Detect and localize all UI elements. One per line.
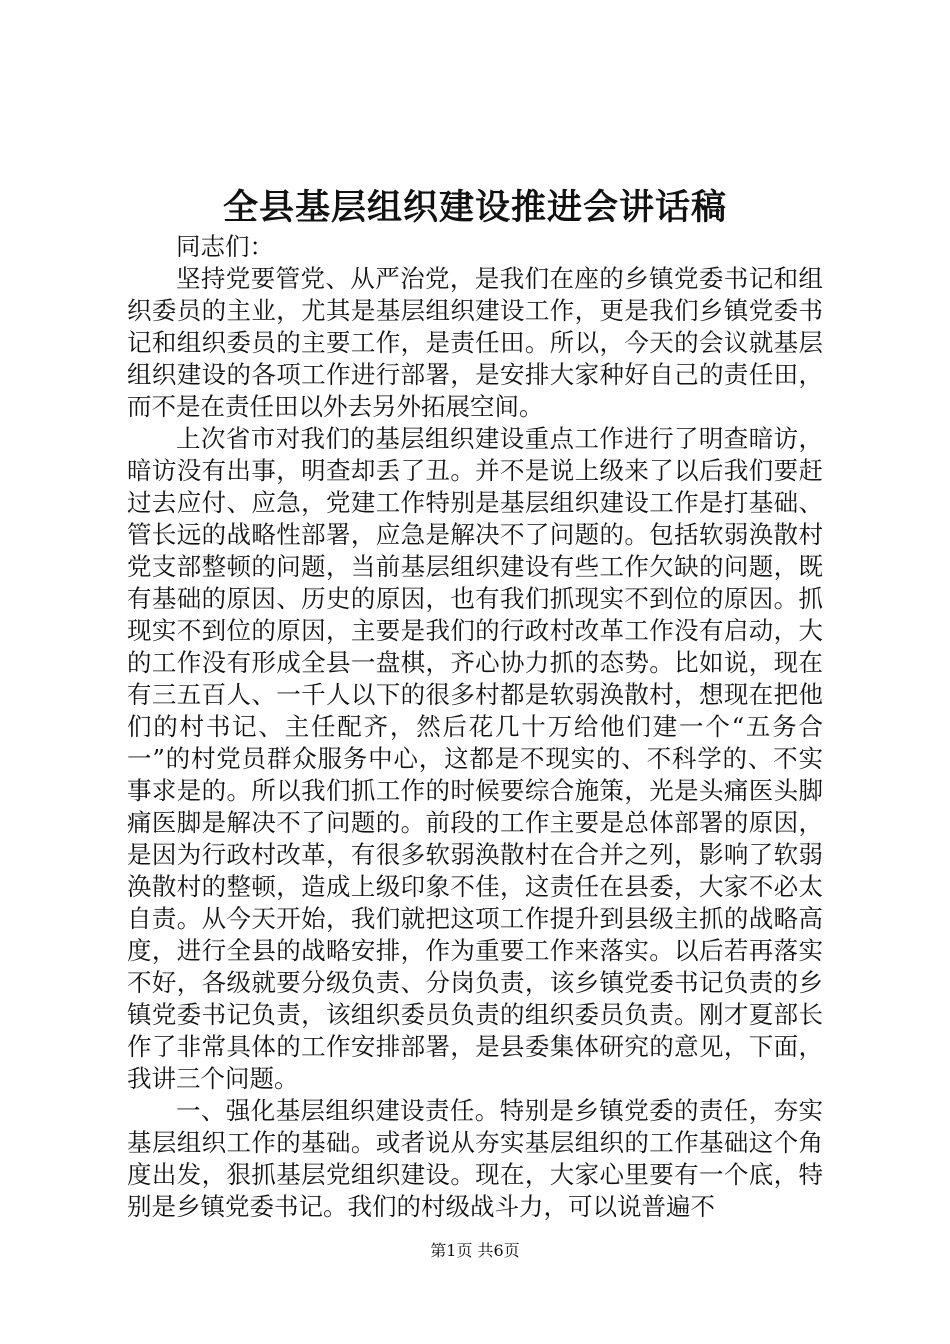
document-body (127, 231, 823, 1223)
body-paragraph-2: 上次省市对我们的基层组织建设重点工作进行了明查暗访，暗访没有出事，明查却丢了丑。并不是说上级来了以后我们要赶过去应付、应急，党建工作特别是基层组织建设工作是打基础、管长远的战略性部署，应急是解决不了问题的。包括软弱涣散村党支部整顿的问题，当前基层组织建设有些工作欠缺的问题，既有基础的原因、历史的原因，也有我们抓现实不到位的原因。抓现实不到位的原因，主要是我们的行政村改革工作没有启动，大的工作没有形成全县一盘棋，齐心协力抓的态势。比如说，现在有三五百人、一千人以下的很多村都是软弱涣散村，想现在把他们的村书记、主任配齐，然后花几十万给他们建一个“五务合一”的村党员群众服务中心，这都是不现实的、不科学的、不实事求是的。所以我们抓工作的时候要综合施策，光是头痛医头脚痛医脚是解决不了问题的。前段的工作主要是总体部署的原因，是因为行政村改革，有很多软弱涣散村在合并之列，影响了软弱涣散村的整顿，造成上级印象不佳，这责任在县委，大家不必太自责。从今天开始，我们就把这项工作提升到县级主抓的战略高度，进行全县的战略安排，作为重要工作来落实。以后若再落实不好，各级就要分级负责、分岗负责，该乡镇党委书记负责的乡镇党委书记负责，该组织委员负责的组织委员负责。刚才夏部长作了非常具体的工作安排部署，是县委集体研究的意见，下面，我讲三个问题。 (127, 424, 823, 1093)
document-title: 全县基层组织建设推进会讲话稿 (222, 187, 727, 228)
page-footer: 第1页 共6页 (430, 1241, 520, 1260)
body-paragraph-3: 一、强化基层组织建设责任。特别是乡镇党委的责任，夯实基层组织工作的基础。或者说从夯实基层组织的工作基础这个角度出发，狠抓基层党组织建设。现在，大家心里要有一个底，特别是乡镇党委书记。我们的村级战斗力，可以说普遍不 (127, 1096, 823, 1221)
salutation-paragraph: 同志们： (176, 232, 274, 261)
body-paragraph-1: 坚持党要管党、从严治党，是我们在座的乡镇党委书记和组织委员的主业，尤其是基层组织建设工作，更是我们乡镇党委书记和组织委员的主要工作，是责任田。所以，今天的会议就基层组织建设的各项工作进行部署，是安排大家种好自己的责任田，而不是在责任田以外去另外拓展空间。 (127, 264, 823, 421)
